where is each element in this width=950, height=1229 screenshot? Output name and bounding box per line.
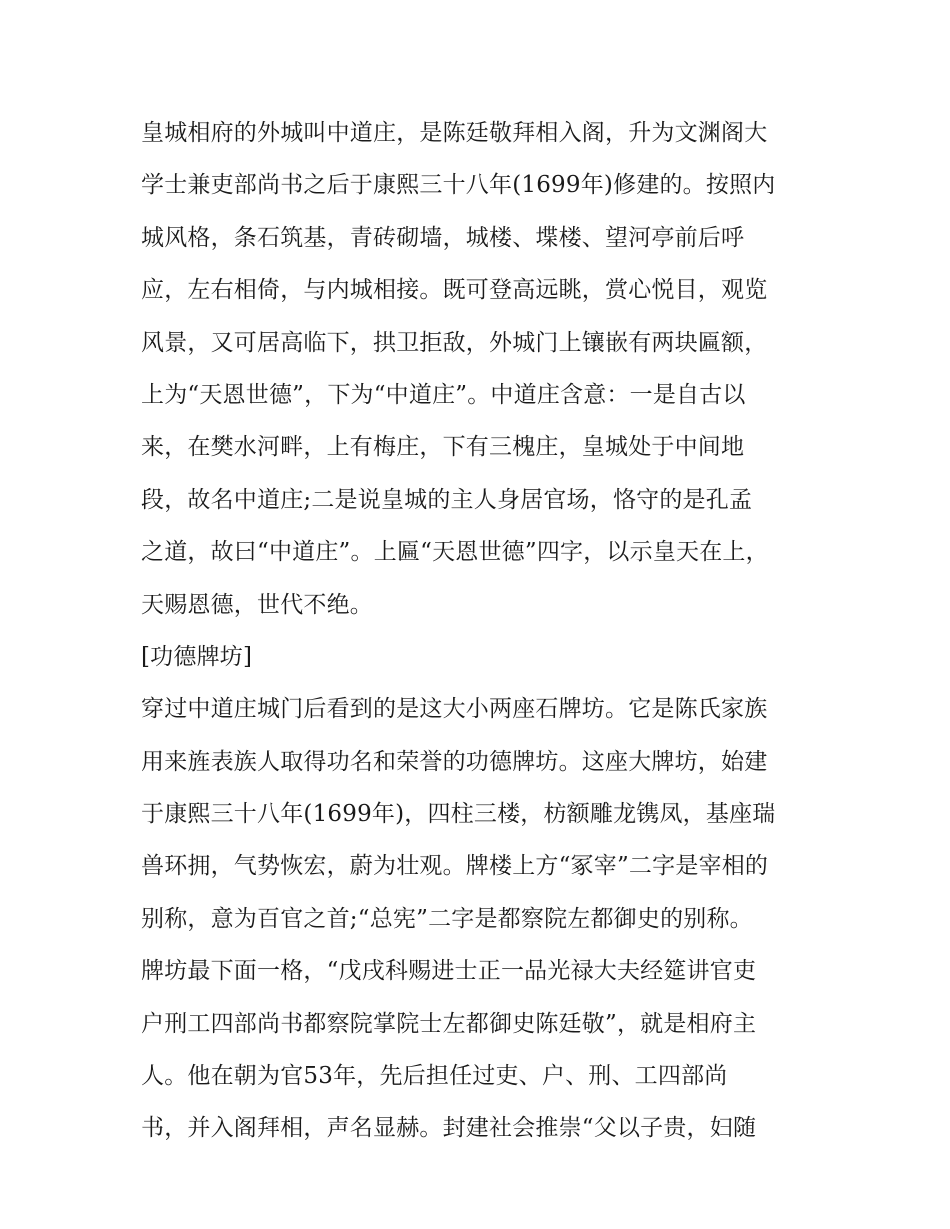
text-line: 穿过中道庄城门后看到的是这大小两座石牌坊。它是陈氏家族 <box>141 696 768 723</box>
text-line: 学士兼吏部尚书之后于康熙三十八年(1699年)修建的。按照内 <box>141 172 776 199</box>
text-line: 用来旌表族人取得功名和荣誉的功德牌坊。这座大牌坊，始建 <box>141 748 768 775</box>
text-line: 人。他在朝为官53年，先后担任过吏、户、刑、工四部尚 <box>141 1063 728 1090</box>
text-line: 于康熙三十八年(1699年)，四柱三楼，枋额雕龙镌凤，基座瑞 <box>141 801 776 828</box>
text-line: 风景，又可居高临下，拱卫拒敌，外城门上镶嵌有两块匾额， <box>141 329 768 356</box>
text-line: 别称，意为百官之首;“总宪”二字是都察院左都御史的别称。 <box>141 905 753 932</box>
text-line: 之道，故曰“中道庄”。上匾“天恩世德”四字，以示皇天在上， <box>141 539 769 566</box>
text-line: 段，故名中道庄;二是说皇城的主人身居官场，恪守的是孔孟 <box>141 486 753 513</box>
text-line: 户刑工四部尚书都察院掌院士左都御史陈廷敬”，就是相府主 <box>141 1010 757 1037</box>
text-line: 天赐恩德，世代不绝。 <box>141 591 373 618</box>
text-line: 兽环拥，气势恢宏，蔚为壮观。牌楼上方“冢宰”二字是宰相的 <box>141 853 769 880</box>
text-line: 来，在樊水河畔，上有梅庄，下有三槐庄，皇城处于中间地 <box>141 434 745 461</box>
text-line: 应，左右相倚，与内城相接。既可登高远眺，赏心悦目，观览 <box>141 277 768 304</box>
text-line: 城风格，条石筑基，青砖砌墙，城楼、堞楼、望河亭前后呼 <box>141 224 745 251</box>
body-text <box>141 107 821 1155</box>
text-line: 书，并入阁拜相，声名显赫。封建社会推崇“父以子贵，妇随 <box>141 1115 757 1142</box>
text-line: 皇城相府的外城叫中道庄，是陈廷敬拜相入阁，升为文渊阁大 <box>141 120 768 146</box>
text-line: 牌坊最下面一格，“戊戌科赐进士正一品光禄大夫经筵讲官吏 <box>141 958 757 985</box>
section-heading: [功德牌坊] <box>141 643 253 670</box>
text-line: 上为“天恩世德”，下为“中道庄”。中道庄含意：一是自古以 <box>141 381 746 408</box>
